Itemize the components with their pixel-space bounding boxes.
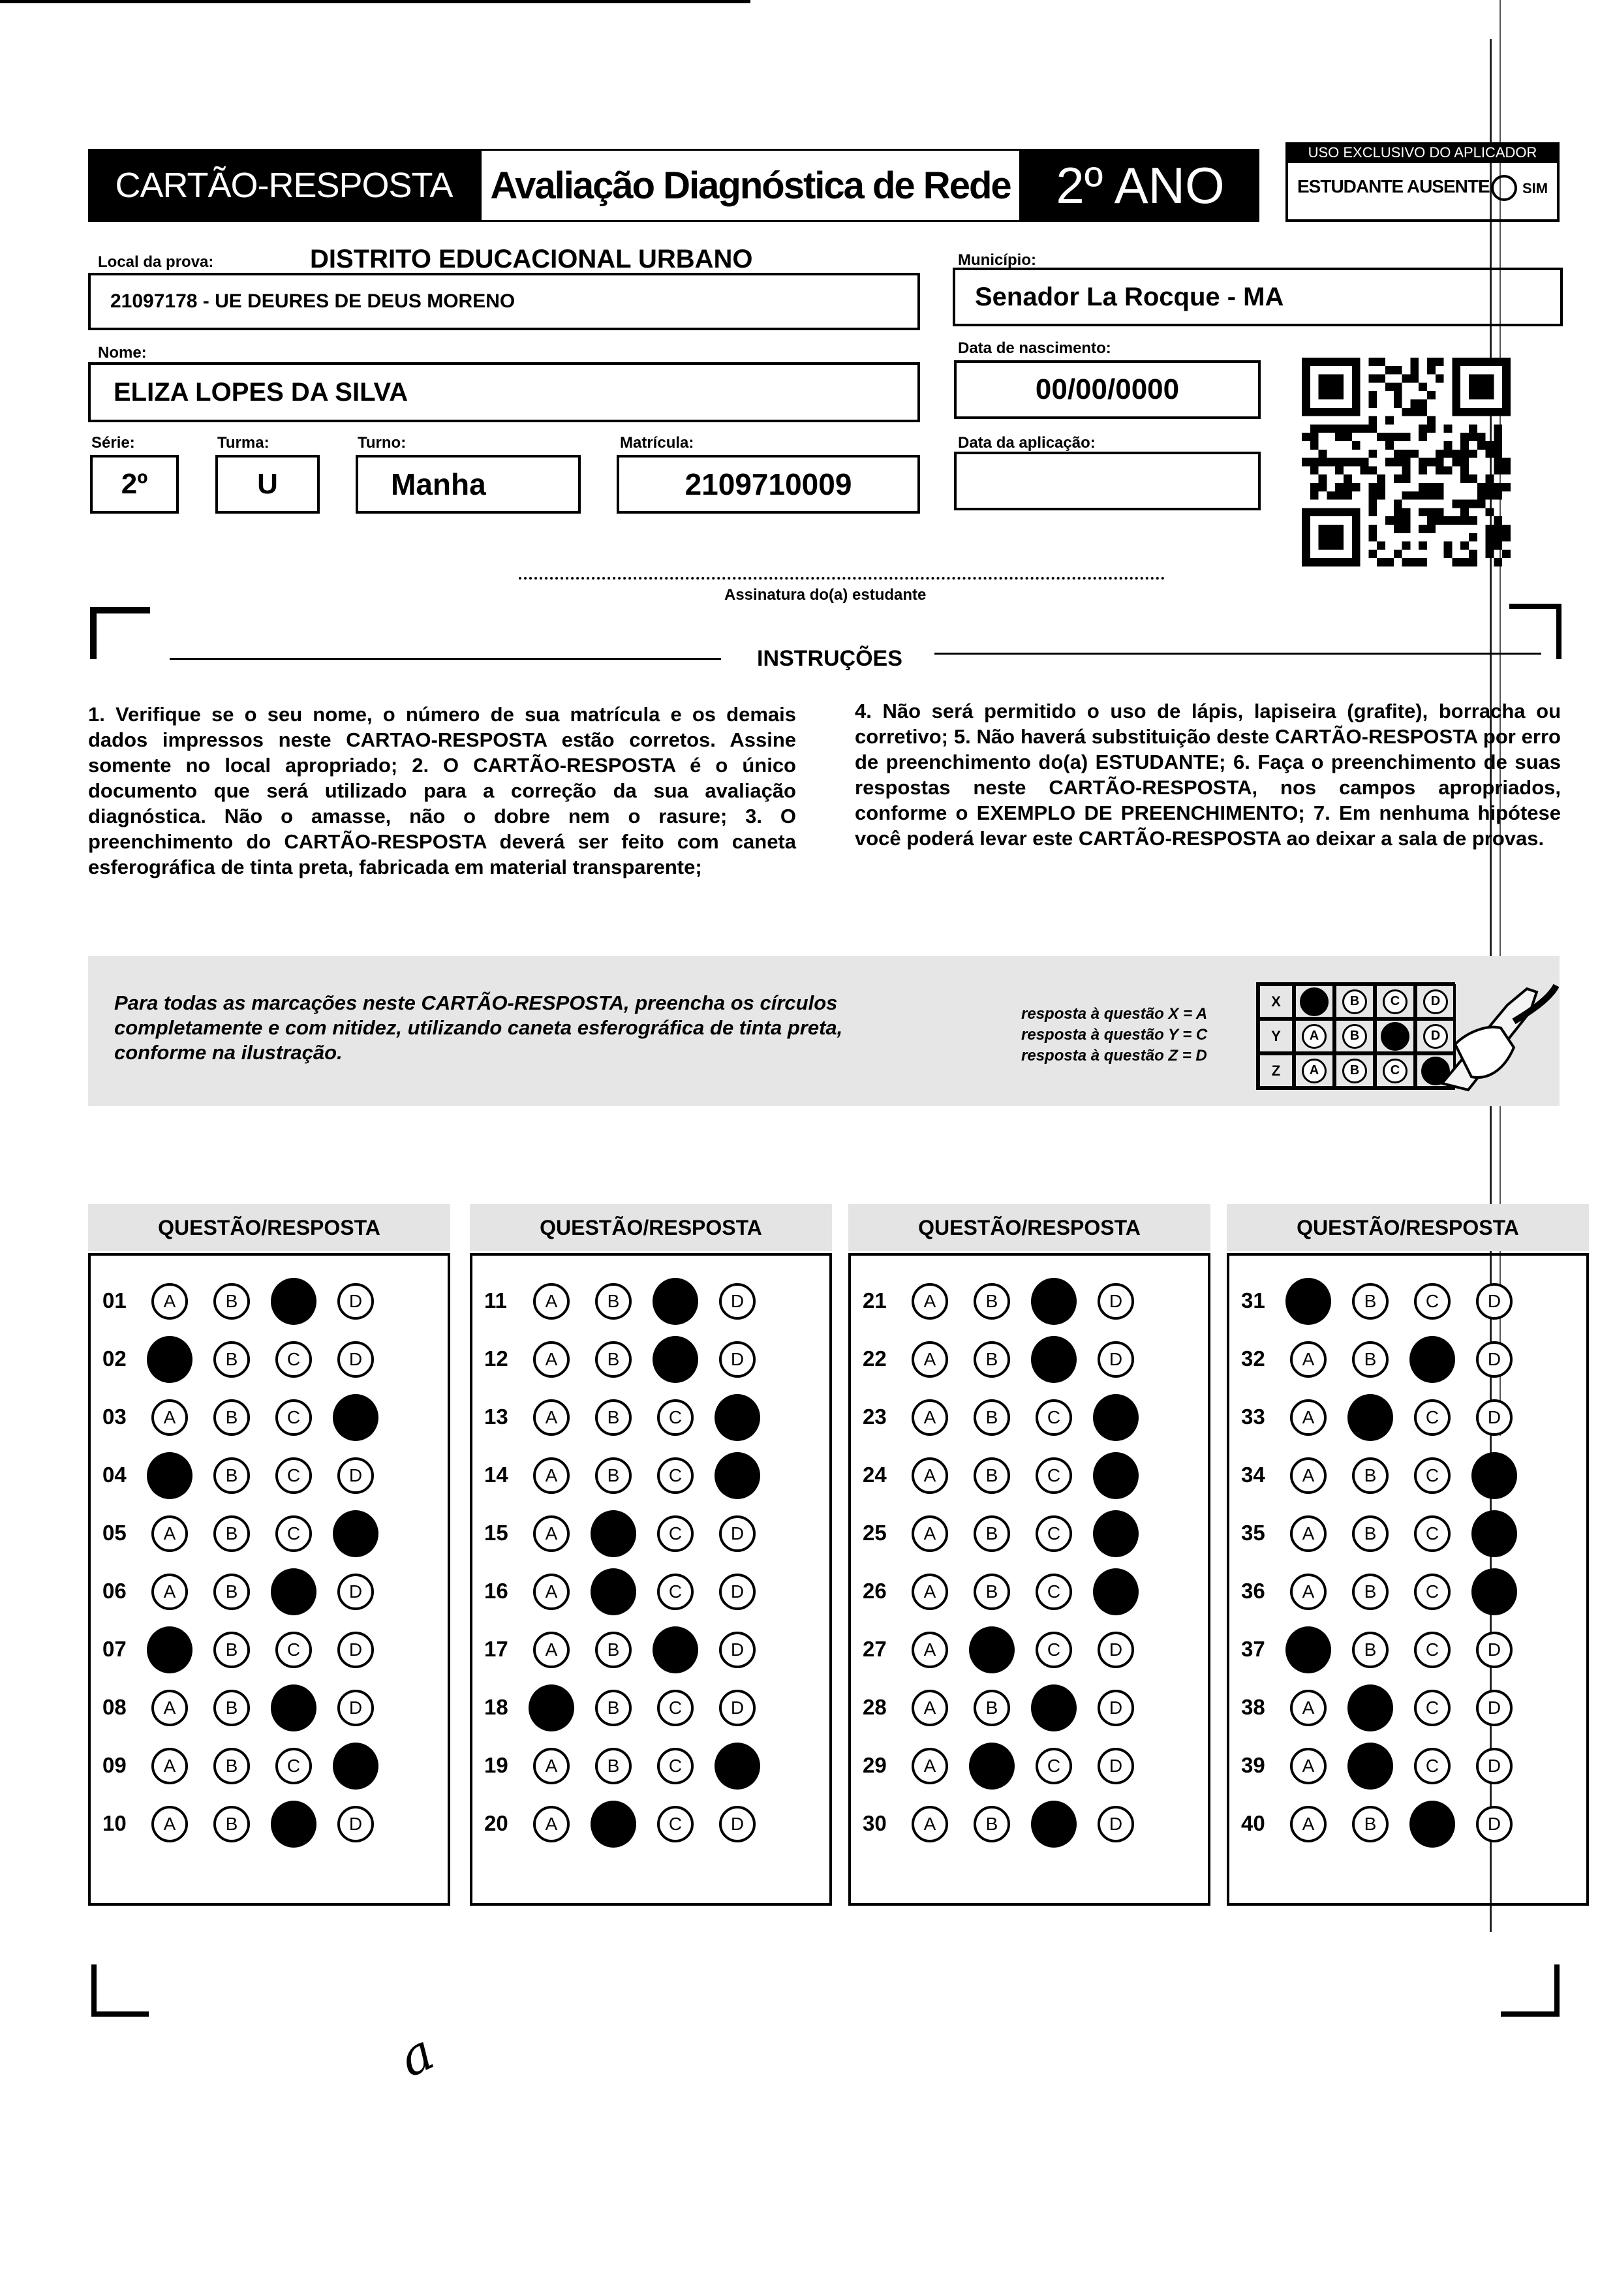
answer-bubble-c-filled[interactable] [271, 1801, 316, 1848]
answer-bubble-b-filled[interactable] [1347, 1394, 1393, 1441]
example-text: Para todas as marcações neste CARTÃO-RESPOSTA, preencha os círculos completamente e com nitidez, utilizando caneta esferográfica de tinta preta, conforme na ilustração. [114, 991, 843, 1064]
question-number: 31 [1241, 1288, 1265, 1312]
answer-bubble-c-filled[interactable] [1031, 1801, 1077, 1848]
instructions-right: 4. Não será permitido o uso de lápis, lapiseira (grafite), borracha ou corretivo; 5. Não haverá substituição deste CARTÃO-RESPOSTA por erro de preenchimento do(a) ESTUDANTE; 6. Faça o preenchimento de suas respostas neste CARTÃO-RESPOSTA, nos campos apropriados, conforme o EXEMPLO DE PREENCHIMENTO; 7. Em nenhuma hipótese você poderá levar este CARTÃO-RESPOSTA ao deixar a sala de provas. [855, 700, 1561, 850]
answer-bubble-b[interactable]: B [974, 1574, 1010, 1610]
answer-bubble-a[interactable]: A [533, 1574, 570, 1610]
answer-bubble-b[interactable]: B [595, 1632, 632, 1668]
question-number: 03 [102, 1404, 127, 1429]
question-number: 25 [863, 1521, 887, 1545]
answer-bubble-d[interactable]: D [1098, 1283, 1134, 1320]
example-empty-bubble: C [1383, 989, 1407, 1014]
answer-bubble-d[interactable]: D [1098, 1341, 1134, 1378]
answer-bubble-c[interactable]: C [657, 1457, 694, 1494]
example-row-label: Y [1258, 1019, 1294, 1053]
example-empty-bubble: C [1383, 1059, 1407, 1083]
turno-value: Manha [391, 467, 486, 501]
answer-block [88, 1253, 450, 1906]
answer-bubble-d[interactable]: D [337, 1574, 374, 1610]
answer-bubble-b[interactable]: B [595, 1341, 632, 1378]
answer-bubble-d[interactable]: D [1476, 1806, 1513, 1842]
local-value: 21097178 - UE DEURES DE DEUS MORENO [110, 290, 515, 312]
answer-bubble-c[interactable]: C [1414, 1283, 1451, 1320]
question-number: 08 [102, 1695, 127, 1719]
aplicacao-label: Data da aplicação: [958, 434, 1096, 452]
question-number: 10 [102, 1811, 127, 1835]
answer-bubble-c[interactable]: C [275, 1748, 312, 1784]
answer-bubble-c[interactable]: C [657, 1515, 694, 1552]
answer-bubble-b[interactable]: B [213, 1690, 250, 1726]
answer-bubble-c[interactable]: C [657, 1399, 694, 1436]
answer-bubble-c-filled[interactable] [271, 1278, 316, 1325]
question-number: 14 [484, 1463, 508, 1487]
corner-mark-tl-v [90, 607, 97, 659]
answer-bubble-b[interactable]: B [974, 1457, 1010, 1494]
answer-bubble-c[interactable]: C [1036, 1574, 1072, 1610]
question-number: 23 [863, 1404, 887, 1429]
answer-bubble-c[interactable]: C [1036, 1515, 1072, 1552]
answer-bubble-c-filled[interactable] [1409, 1336, 1455, 1383]
answer-bubble-b[interactable]: B [213, 1399, 250, 1436]
answer-bubble-d-filled[interactable] [715, 1743, 760, 1790]
answer-bubble-d-filled[interactable] [715, 1394, 760, 1441]
answer-block-header: QUESTÃO/RESPOSTA [848, 1204, 1210, 1251]
answer-bubble-a[interactable]: A [912, 1283, 948, 1320]
question-number: 01 [102, 1288, 127, 1312]
answer-bubble-d[interactable]: D [719, 1574, 756, 1610]
example-filled-bubble [1300, 987, 1329, 1016]
question-number: 26 [863, 1579, 887, 1603]
turno-label: Turno: [358, 434, 407, 452]
answer-bubble-b[interactable]: B [1352, 1341, 1389, 1378]
question-number: 24 [863, 1463, 887, 1487]
question-number: 15 [484, 1521, 508, 1545]
answer-bubble-b[interactable]: B [595, 1748, 632, 1784]
signature-label: Assinatura do(a) estudante [724, 586, 927, 604]
answer-bubble-a[interactable]: A [533, 1399, 570, 1436]
matricula-value: 2109710009 [684, 467, 852, 501]
example-bubble [1334, 984, 1375, 1019]
answer-bubble-a[interactable]: A [1290, 1341, 1327, 1378]
example-bubble [1375, 1053, 1415, 1088]
answer-bubble-a[interactable]: A [912, 1457, 948, 1494]
answer-block [470, 1253, 832, 1906]
answer-bubble-a[interactable]: A [912, 1574, 948, 1610]
example-legend-z: resposta à questão Z = D [1021, 1047, 1207, 1064]
answer-bubble-c[interactable]: C [1414, 1399, 1451, 1436]
answer-bubble-a[interactable]: A [912, 1515, 948, 1552]
corner-mark-tr-v [1556, 604, 1561, 659]
local-district: DISTRITO EDUCACIONAL URBANO [310, 245, 753, 273]
question-number: 21 [863, 1288, 887, 1312]
answer-bubble-d-filled[interactable] [333, 1510, 378, 1557]
municipio-field [953, 268, 1563, 326]
answer-bubble-a-filled[interactable] [147, 1452, 192, 1499]
answer-bubble-b[interactable]: B [1352, 1283, 1389, 1320]
answer-bubble-c[interactable]: C [657, 1806, 694, 1842]
answer-block [848, 1253, 1210, 1906]
answer-bubble-c-filled[interactable] [653, 1278, 698, 1325]
example-bubble [1294, 984, 1334, 1019]
example-row-label: X [1258, 984, 1294, 1019]
answer-bubble-b[interactable]: B [595, 1457, 632, 1494]
answer-bubble-c[interactable]: C [1036, 1457, 1072, 1494]
answer-bubble-b-filled[interactable] [591, 1801, 636, 1848]
answer-bubble-a[interactable]: A [533, 1283, 570, 1320]
serie-field [90, 455, 179, 514]
local-field [88, 273, 920, 330]
grade-label: 2º ANO [1021, 149, 1259, 222]
answer-bubble-d[interactable]: D [1476, 1283, 1513, 1320]
answer-bubble-d[interactable]: D [1098, 1806, 1134, 1842]
signature-line [519, 577, 1165, 580]
answer-bubble-d-filled[interactable] [1471, 1568, 1517, 1615]
example-empty-bubble: D [1423, 989, 1448, 1014]
answer-bubble-a[interactable]: A [533, 1748, 570, 1784]
answer-bubble-d-filled[interactable] [1093, 1568, 1139, 1615]
turma-label: Turma: [217, 434, 269, 452]
turno-field [356, 455, 581, 514]
question-number: 19 [484, 1753, 508, 1777]
answer-bubble-c[interactable]: C [275, 1515, 312, 1552]
answer-bubble-d[interactable]: D [1098, 1748, 1134, 1784]
answer-bubble-d[interactable]: D [719, 1806, 756, 1842]
answer-bubble-b[interactable]: B [974, 1283, 1010, 1320]
answer-bubble-c-filled[interactable] [271, 1684, 316, 1731]
answer-bubble-d[interactable]: D [1476, 1690, 1513, 1726]
answer-bubble-b[interactable]: B [213, 1748, 250, 1784]
municipio-value: Senador La Rocque - MA [975, 282, 1284, 311]
question-number: 22 [863, 1346, 887, 1371]
answer-bubble-a[interactable]: A [1290, 1690, 1327, 1726]
uso-exclusivo-label: USO EXCLUSIVO DO APLICADOR [1285, 142, 1560, 163]
answer-bubble-c-filled[interactable] [1409, 1801, 1455, 1848]
nascimento-value: 00/00/0000 [1035, 373, 1180, 405]
answer-bubble-c[interactable]: C [657, 1574, 694, 1610]
answer-bubble-c[interactable]: C [1414, 1748, 1451, 1784]
answer-bubble-a-filled[interactable] [529, 1684, 574, 1731]
answer-bubble-d[interactable]: D [1476, 1341, 1513, 1378]
answer-bubble-b[interactable]: B [1352, 1515, 1389, 1552]
answer-bubble-b[interactable]: B [213, 1515, 250, 1552]
example-empty-bubble: B [1342, 989, 1367, 1014]
answer-bubble-a[interactable]: A [151, 1748, 188, 1784]
question-number: 04 [102, 1463, 127, 1487]
answer-bubble-b-filled[interactable] [1347, 1684, 1393, 1731]
answer-bubble-b[interactable]: B [595, 1690, 632, 1726]
answer-bubble-b[interactable]: B [213, 1283, 250, 1320]
question-number: 30 [863, 1811, 887, 1835]
nascimento-label: Data de nascimento: [958, 339, 1111, 357]
answer-bubble-d-filled[interactable] [1471, 1452, 1517, 1499]
answer-bubble-c-filled[interactable] [653, 1336, 698, 1383]
answer-bubble-a[interactable]: A [151, 1574, 188, 1610]
answer-bubble-c-filled[interactable] [1031, 1684, 1077, 1731]
answer-bubble-d[interactable]: D [1476, 1632, 1513, 1668]
answer-bubble-b[interactable]: B [595, 1283, 632, 1320]
question-number: 11 [484, 1288, 507, 1312]
answer-bubble-d[interactable]: D [1476, 1399, 1513, 1436]
question-number: 06 [102, 1579, 127, 1603]
answer-bubble-b[interactable]: B [595, 1399, 632, 1436]
question-number: 33 [1241, 1404, 1265, 1429]
example-empty-bubble: D [1423, 1024, 1448, 1049]
answer-bubble-c[interactable]: C [275, 1341, 312, 1378]
answer-bubble-a-filled[interactable] [1285, 1626, 1331, 1673]
question-number: 13 [484, 1404, 508, 1429]
answer-bubble-c[interactable]: C [1414, 1632, 1451, 1668]
answer-bubble-c[interactable]: C [657, 1690, 694, 1726]
example-filled-bubble [1381, 1022, 1409, 1051]
turma-field [215, 455, 320, 514]
question-number: 37 [1241, 1637, 1265, 1661]
corner-mark-tr [1509, 604, 1561, 609]
question-number: 09 [102, 1753, 127, 1777]
answer-bubble-c[interactable]: C [1414, 1574, 1451, 1610]
answer-bubble-b-filled[interactable] [969, 1743, 1015, 1790]
example-empty-bubble: A [1302, 1024, 1327, 1049]
question-number: 28 [863, 1695, 887, 1719]
answer-bubble-b[interactable]: B [213, 1457, 250, 1494]
example-legend-y: resposta à questão Y = C [1021, 1026, 1208, 1044]
answer-bubble-d[interactable]: D [337, 1457, 374, 1494]
example-bubble [1294, 1053, 1334, 1088]
question-number: 34 [1241, 1463, 1265, 1487]
answer-block-header: QUESTÃO/RESPOSTA [470, 1204, 832, 1251]
example-empty-bubble: B [1342, 1059, 1367, 1083]
answer-bubble-d-filled[interactable] [715, 1452, 760, 1499]
answer-bubble-a[interactable]: A [151, 1515, 188, 1552]
answer-bubble-d-filled[interactable] [1093, 1394, 1139, 1441]
matricula-field [617, 455, 920, 514]
answer-bubble-d[interactable]: D [337, 1690, 374, 1726]
answer-bubble-b-filled[interactable] [969, 1626, 1015, 1673]
answer-bubble-a[interactable]: A [533, 1341, 570, 1378]
corner-mark-br-h [1501, 2011, 1560, 2017]
card-title: CARTÃO-RESPOSTA [88, 149, 480, 222]
answer-bubble-a[interactable]: A [533, 1457, 570, 1494]
answer-bubble-c[interactable]: C [275, 1399, 312, 1436]
answer-bubble-c[interactable]: C [275, 1457, 312, 1494]
example-empty-bubble: A [1302, 1059, 1327, 1083]
answer-bubble-b[interactable]: B [974, 1806, 1010, 1842]
instructions-title: INSTRUÇÕES [757, 646, 902, 671]
answer-bubble-a[interactable]: A [151, 1283, 188, 1320]
corner-mark-br [1554, 1964, 1560, 2017]
nome-value: ELIZA LOPES DA SILVA [114, 377, 408, 407]
answer-bubble-d-filled[interactable] [1471, 1510, 1517, 1557]
answer-bubble-a[interactable]: A [533, 1515, 570, 1552]
question-number: 27 [863, 1637, 887, 1661]
question-number: 36 [1241, 1579, 1265, 1603]
answer-bubble-b[interactable]: B [213, 1806, 250, 1842]
answer-bubble-d-filled[interactable] [1093, 1510, 1139, 1557]
local-label: Local da prova: [98, 253, 214, 271]
answer-bubble-d[interactable]: D [1098, 1690, 1134, 1726]
answer-block-header: QUESTÃO/RESPOSTA [88, 1204, 450, 1251]
example-legend-x: resposta à questão X = A [1021, 1005, 1208, 1023]
answer-bubble-a[interactable]: A [912, 1399, 948, 1436]
answer-bubble-a-filled[interactable] [147, 1336, 192, 1383]
answer-bubble-b[interactable]: B [213, 1574, 250, 1610]
answer-bubble-d[interactable]: D [337, 1341, 374, 1378]
qr-code [1302, 358, 1511, 566]
example-row-label: Z [1258, 1053, 1294, 1088]
question-number: 05 [102, 1521, 127, 1545]
question-number: 02 [102, 1346, 127, 1371]
aplicacao-field[interactable] [954, 452, 1261, 510]
answer-bubble-a[interactable]: A [1290, 1515, 1327, 1552]
answer-bubble-d[interactable]: D [337, 1283, 374, 1320]
answer-bubble-b[interactable]: B [974, 1515, 1010, 1552]
answer-bubble-d[interactable]: D [1476, 1748, 1513, 1784]
answer-bubble-b[interactable]: B [974, 1341, 1010, 1378]
answer-bubble-a[interactable]: A [151, 1399, 188, 1436]
corner-mark-tl [90, 607, 150, 613]
question-number: 39 [1241, 1753, 1265, 1777]
question-number: 18 [484, 1695, 508, 1719]
answer-bubble-d[interactable]: D [719, 1515, 756, 1552]
answer-bubble-a[interactable]: A [1290, 1457, 1327, 1494]
answer-bubble-b-filled[interactable] [591, 1568, 636, 1615]
question-number: 20 [484, 1811, 508, 1835]
question-number: 16 [484, 1579, 508, 1603]
nome-label: Nome: [98, 344, 147, 362]
question-number: 29 [863, 1753, 887, 1777]
answer-bubble-a[interactable]: A [533, 1632, 570, 1668]
answer-bubble-b[interactable]: B [213, 1632, 250, 1668]
absent-sim-label: SIM [1522, 180, 1548, 196]
example-empty-bubble: B [1342, 1024, 1367, 1049]
question-number: 38 [1241, 1695, 1265, 1719]
municipio-label: Município: [958, 251, 1036, 269]
answer-bubble-b-filled[interactable] [1347, 1743, 1393, 1790]
answer-bubble-a[interactable]: A [151, 1806, 188, 1842]
absent-bubble[interactable] [1491, 175, 1517, 201]
answer-bubble-b[interactable]: B [1352, 1457, 1389, 1494]
question-number: 32 [1241, 1346, 1265, 1371]
answer-bubble-c[interactable]: C [1414, 1515, 1451, 1552]
instructions-rule-left [170, 658, 721, 660]
answer-bubble-a[interactable]: A [912, 1806, 948, 1842]
answer-bubble-d[interactable]: D [337, 1632, 374, 1668]
answer-bubble-c[interactable]: C [1414, 1457, 1451, 1494]
example-bubble [1375, 1019, 1415, 1053]
answer-bubble-b[interactable]: B [213, 1341, 250, 1378]
handwritten-mark: a [390, 2023, 443, 2089]
question-number: 12 [484, 1346, 508, 1371]
answer-bubble-c[interactable]: C [1036, 1748, 1072, 1784]
exam-title: Avaliação Diagnóstica de Rede [480, 149, 1021, 222]
instructions-rule-right [934, 653, 1541, 655]
scan-top-line [0, 0, 750, 3]
answer-block [1227, 1253, 1589, 1906]
answer-bubble-a-filled[interactable] [1285, 1278, 1331, 1325]
example-bubble [1334, 1053, 1375, 1088]
serie-value: 2º [121, 468, 148, 500]
answer-bubble-a[interactable]: A [1290, 1399, 1327, 1436]
question-number: 17 [484, 1637, 508, 1661]
example-bubble [1334, 1019, 1375, 1053]
question-number: 40 [1241, 1811, 1265, 1835]
turma-value: U [257, 468, 278, 500]
nascimento-field [954, 360, 1261, 419]
corner-mark-bl [91, 1964, 97, 2017]
answer-bubble-b[interactable]: B [1352, 1806, 1389, 1842]
instructions-left: 1. Verifique se o seu nome, o número de sua matrícula e os demais dados impressos neste CARTAO-RESPOSTA estão corretos. Assine somente no local apropriado; 2. O CARTÃO-RESPOSTA é o único documento que será utilizado para a correção da sua avaliação diagnóstica. Não o amasse, não o dobre nem o rasure; 3. O preenchimento do CARTÃO-RESPOSTA deverá ser feito com caneta esferográfica de tinta preta, fabricada em material transparente; [88, 703, 796, 878]
question-number: 07 [102, 1637, 127, 1661]
answer-bubble-c-filled[interactable] [1031, 1336, 1077, 1383]
answer-bubble-a[interactable]: A [912, 1748, 948, 1784]
serie-label: Série: [91, 434, 135, 452]
answer-bubble-c[interactable]: C [1414, 1690, 1451, 1726]
answer-bubble-a-filled[interactable] [147, 1626, 192, 1673]
answer-block-header: QUESTÃO/RESPOSTA [1227, 1204, 1589, 1251]
answer-bubble-a[interactable]: A [151, 1690, 188, 1726]
answer-bubble-d[interactable]: D [719, 1283, 756, 1320]
answer-bubble-b[interactable]: B [1352, 1632, 1389, 1668]
answer-bubble-d-filled[interactable] [1093, 1452, 1139, 1499]
answer-bubble-d[interactable]: D [719, 1632, 756, 1668]
nome-field [88, 362, 920, 422]
answer-bubble-d-filled[interactable] [333, 1394, 378, 1441]
answer-bubble-b-filled[interactable] [591, 1510, 636, 1557]
example-bubble [1375, 984, 1415, 1019]
answer-bubble-d[interactable]: D [337, 1806, 374, 1842]
answer-bubble-d-filled[interactable] [333, 1743, 378, 1790]
example-bubble [1294, 1019, 1334, 1053]
question-number: 35 [1241, 1521, 1265, 1545]
answer-bubble-c-filled[interactable] [271, 1568, 316, 1615]
matricula-label: Matrícula: [620, 434, 694, 452]
answer-bubble-a[interactable]: A [1290, 1574, 1327, 1610]
answer-bubble-a[interactable]: A [912, 1690, 948, 1726]
absent-label: ESTUDANTE AUSENTE [1297, 176, 1490, 196]
answer-bubble-a[interactable]: A [1290, 1748, 1327, 1784]
answer-bubble-c[interactable]: C [1036, 1632, 1072, 1668]
answer-bubble-d[interactable]: D [719, 1341, 756, 1378]
pen-illustration [1416, 959, 1566, 1103]
answer-bubble-d[interactable]: D [719, 1690, 756, 1726]
answer-bubble-c[interactable]: C [657, 1748, 694, 1784]
answer-bubble-a[interactable]: A [1290, 1806, 1327, 1842]
answer-bubble-b[interactable]: B [1352, 1574, 1389, 1610]
answer-bubble-b[interactable]: B [974, 1399, 1010, 1436]
answer-bubble-c-filled[interactable] [653, 1626, 698, 1673]
answer-bubble-c[interactable]: C [275, 1632, 312, 1668]
answer-bubble-c[interactable]: C [1036, 1399, 1072, 1436]
answer-bubble-c-filled[interactable] [1031, 1278, 1077, 1325]
answer-bubble-a[interactable]: A [533, 1806, 570, 1842]
answer-bubble-d[interactable]: D [1098, 1632, 1134, 1668]
answer-bubble-a[interactable]: A [912, 1632, 948, 1668]
corner-mark-bl-h [91, 2011, 149, 2017]
answer-bubble-a[interactable]: A [912, 1341, 948, 1378]
answer-bubble-b[interactable]: B [974, 1690, 1010, 1726]
